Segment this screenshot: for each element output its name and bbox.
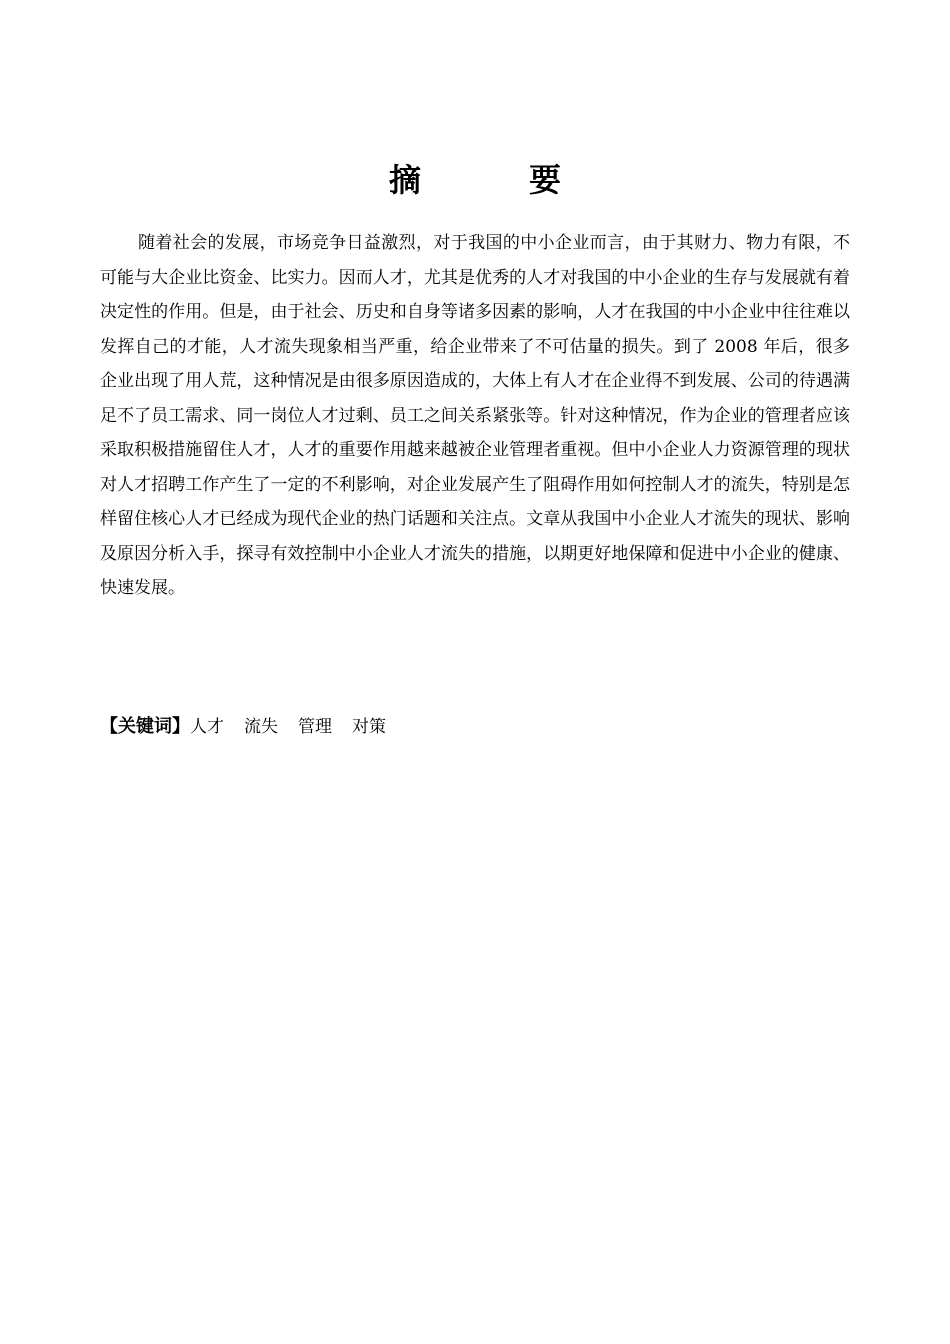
keywords-line [100,712,850,742]
keyword-item: 人才 [190,717,224,737]
keyword-item: 对策 [352,717,386,737]
keywords-label: 【关键词】 [100,716,190,737]
keyword-item: 流失 [244,717,278,737]
abstract-body: 随着社会的发展，市场竞争日益激烈，对于我国的中小企业而言，由于其财力、物力有限，不可能与大企业比资金、比实力。因而人才，尤其是优秀的人才对我国的中小企业的生存与发展就有着决定性的作用。但是，由于社会、历史和自身等诸多因素的影响，人才在我国的中小企业中往往难以发挥自己的才能，人才流失现象相当严重，给企业带来了不可估量的损失。到了 2008 年后，很多企业出现了用人荒，这种情况是由很多原因造成的，大体上有人才在企业得不到发展、公司的待遇满足不了员工需求、同一岗位人才过剩、员工之间关系紧张等。针对这种情况，作为企业的管理者应该采取积极措施留住人才，人才的重要作用越来越被企业管理者重视。但中小企业人力资源管理的现状对人才招聘工作产生了一定的不利影响，对企业发展产生了阻碍作用如何控制人才的流失，特别是怎样留住核心人才已经成为现代企业的热门话题和关注点。文章从我国中小企业人才流失的现状、影响及原因分析入手，探寻有效控制中小企业人才流失的措施，以期更好地保障和促进中小企业的健康、快速发展。 [100,233,850,598]
keyword-item: 管理 [298,717,332,737]
abstract-title: 摘 要 [388,161,599,199]
